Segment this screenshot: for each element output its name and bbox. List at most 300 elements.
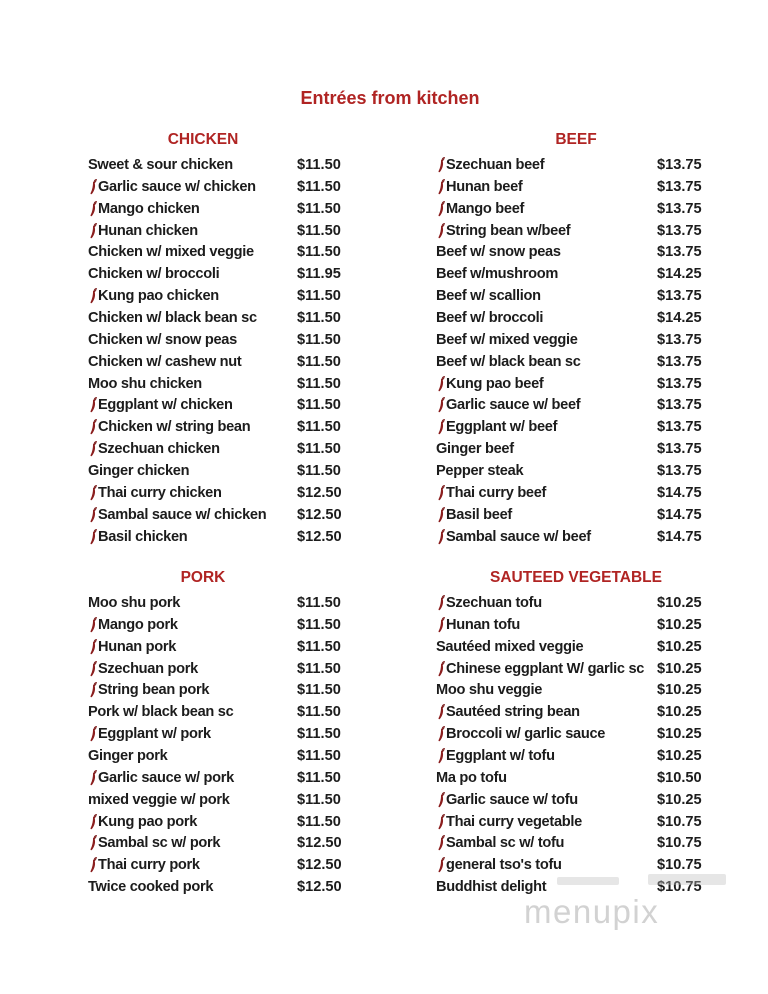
item-price: $13.75 (657, 200, 702, 217)
item-price: $12.50 (297, 484, 342, 501)
item-price: $14.25 (657, 266, 702, 283)
item-label: Szechuan tofu (446, 594, 542, 611)
menu-item-row (436, 745, 716, 767)
item-price: $13.75 (657, 353, 702, 370)
chili-pepper-icon (436, 814, 445, 830)
item-price: $11.50 (297, 156, 341, 173)
menu-item-row (436, 285, 716, 307)
item-name (88, 310, 297, 326)
item-label: Chicken w/ black bean sc (88, 309, 257, 326)
chili-pepper-icon (88, 419, 97, 435)
item-price: $11.50 (297, 682, 341, 699)
item-label: Mango chicken (98, 200, 200, 217)
chili-pepper-icon (436, 179, 445, 195)
item-price: $10.75 (657, 857, 702, 874)
item-name (436, 857, 657, 873)
chili-pepper-icon (88, 529, 97, 545)
item-label: Ginger beef (436, 441, 514, 458)
item-label: Mango beef (446, 200, 525, 217)
item-label: Moo shu chicken (88, 375, 202, 392)
item-label: Twice cooked pork (88, 879, 214, 896)
item-price: $10.25 (657, 682, 702, 699)
chili-pepper-icon (436, 397, 445, 413)
item-price: $13.75 (657, 288, 702, 305)
item-price: $13.75 (657, 178, 702, 195)
section-list (436, 592, 716, 898)
item-price: $12.50 (297, 528, 342, 545)
item-name (88, 682, 297, 698)
item-price: $11.50 (297, 353, 341, 370)
item-label: Beef w/mushroom (436, 266, 558, 283)
chili-pepper-icon (88, 617, 97, 633)
item-price: $10.25 (657, 791, 702, 808)
item-label: Eggplant w/ beef (446, 419, 558, 436)
item-name (88, 639, 297, 655)
chili-pepper-icon (436, 485, 445, 501)
item-price: $14.25 (657, 309, 702, 326)
item-name (88, 595, 297, 611)
item-name (88, 529, 297, 545)
item-name (88, 354, 297, 370)
item-label: Hunan chicken (98, 222, 198, 239)
item-name (88, 704, 297, 720)
item-name (88, 617, 297, 633)
item-label: Thai curry pork (98, 857, 200, 874)
item-price: $13.75 (657, 331, 702, 348)
item-price: $11.95 (297, 266, 341, 283)
item-price: $10.25 (657, 704, 702, 721)
item-label: Garlic sauce w/ beef (446, 397, 581, 414)
menu-item-row (88, 220, 343, 242)
item-price: $12.50 (297, 835, 342, 852)
item-label: String bean pork (98, 682, 210, 699)
menu-item-row (436, 351, 716, 373)
item-price: $14.75 (657, 528, 702, 545)
chili-pepper-icon (88, 835, 97, 851)
item-name (436, 507, 657, 523)
item-label: Pork w/ black bean sc (88, 704, 234, 721)
chili-pepper-icon (88, 485, 97, 501)
menu-item-row (88, 504, 343, 526)
item-price: $11.50 (297, 791, 341, 808)
item-label: Hunan beef (446, 178, 523, 195)
item-label: Chinese eggplant W/ garlic sc (446, 660, 645, 677)
menu-item-row (436, 220, 716, 242)
menu-item-row (436, 329, 716, 351)
item-label: Kung pao chicken (98, 288, 219, 305)
item-price: $12.50 (297, 506, 342, 523)
item-name (436, 179, 657, 195)
menu-item-row (436, 176, 716, 198)
item-name (436, 397, 657, 413)
menu-item-row (88, 789, 343, 811)
item-price: $11.50 (297, 704, 341, 721)
item-name (436, 726, 657, 742)
section-list (88, 154, 343, 547)
item-label: Ma po tofu (436, 769, 507, 786)
menu-item-row (88, 373, 343, 395)
item-label: Moo shu pork (88, 594, 181, 611)
item-label: Chicken w/ string bean (98, 419, 251, 436)
item-price: $11.50 (297, 222, 341, 239)
menu-item-row (88, 811, 343, 833)
menu-item-row (88, 154, 343, 176)
chili-pepper-icon (88, 179, 97, 195)
item-price: $12.50 (297, 879, 342, 896)
page-title: Entrées from kitchen (300, 88, 480, 108)
chili-pepper-icon (436, 507, 445, 523)
watermark-artifact (557, 877, 619, 885)
item-name (436, 529, 657, 545)
item-price: $12.50 (297, 857, 342, 874)
menu-item-row (88, 701, 343, 723)
item-name (436, 310, 657, 326)
chili-pepper-icon (88, 288, 97, 304)
chili-pepper-icon (436, 704, 445, 720)
item-price: $11.50 (297, 616, 341, 633)
item-label: Eggplant w/ tofu (446, 747, 555, 764)
menu-item-row (436, 526, 716, 548)
chili-pepper-icon (436, 617, 445, 633)
item-name (436, 682, 657, 698)
item-price: $11.50 (297, 769, 341, 786)
item-label: Ginger chicken (88, 462, 190, 479)
menu-item-row (88, 876, 343, 898)
item-name (88, 419, 297, 435)
item-name (436, 332, 657, 348)
menu-item-row (436, 592, 716, 614)
item-name (88, 244, 297, 260)
chili-pepper-icon (436, 157, 445, 173)
chili-pepper-icon (88, 397, 97, 413)
menu-item-row (436, 307, 716, 329)
item-price: $13.75 (657, 441, 702, 458)
item-name (88, 463, 297, 479)
item-label: Szechuan beef (446, 156, 545, 173)
menu-item-row (436, 263, 716, 285)
menu-item-row (88, 658, 343, 680)
item-name (436, 792, 657, 808)
menu-item-row (436, 614, 716, 636)
item-price: $10.25 (657, 616, 702, 633)
item-label: Chicken w/ snow peas (88, 331, 237, 348)
menu-item-row (436, 767, 716, 789)
item-name (88, 857, 297, 873)
item-label: Thai curry beef (446, 484, 547, 501)
item-price: $10.25 (657, 638, 702, 655)
item-price: $11.50 (297, 419, 341, 436)
item-price: $11.50 (297, 726, 341, 743)
chili-pepper-icon (436, 419, 445, 435)
menu-item-row (88, 832, 343, 854)
item-name (436, 463, 657, 479)
menu-item-row (436, 482, 716, 504)
chili-pepper-icon (88, 441, 97, 457)
item-name (436, 485, 657, 501)
item-label: Garlic sauce w/ pork (98, 769, 234, 786)
menu-item-row (436, 373, 716, 395)
item-name (88, 266, 297, 282)
menu-item-row (436, 811, 716, 833)
menu-item-row (88, 198, 343, 220)
chili-pepper-icon (88, 639, 97, 655)
item-price: $11.50 (297, 309, 341, 326)
item-name (88, 748, 297, 764)
menu-item-row (88, 526, 343, 548)
item-label: Eggplant w/ pork (98, 726, 211, 743)
item-label: Mango pork (98, 616, 178, 633)
item-price: $13.75 (657, 462, 702, 479)
menu-item-row (436, 198, 716, 220)
item-price: $10.50 (657, 769, 702, 786)
chili-pepper-icon (436, 748, 445, 764)
item-label: general tso's tofu (446, 857, 562, 874)
menu-item-row (88, 176, 343, 198)
chili-pepper-icon (88, 507, 97, 523)
item-price: $13.75 (657, 375, 702, 392)
item-name (88, 332, 297, 348)
item-price: $11.50 (297, 375, 341, 392)
chili-pepper-icon (88, 814, 97, 830)
menu-item-row (88, 854, 343, 876)
chili-pepper-icon (436, 201, 445, 217)
item-name (88, 770, 297, 786)
chili-pepper-icon (436, 223, 445, 239)
menu-item-row (88, 394, 343, 416)
section-sauteed-vegetable (436, 568, 716, 898)
item-price: $11.50 (297, 813, 341, 830)
item-name (436, 266, 657, 282)
item-label: Beef w/ black bean sc (436, 353, 581, 370)
menu-item-row (436, 854, 716, 876)
chili-pepper-icon (88, 770, 97, 786)
chili-pepper-icon (88, 661, 97, 677)
item-price: $11.50 (297, 594, 341, 611)
chili-pepper-icon (88, 223, 97, 239)
chili-pepper-icon (88, 726, 97, 742)
item-label: Sambal sauce w/ chicken (98, 506, 267, 523)
item-name (436, 419, 657, 435)
item-label: Sautéed mixed veggie (436, 638, 584, 655)
item-label: Pepper steak (436, 462, 524, 479)
menu-item-row (88, 438, 343, 460)
item-label: Szechuan chicken (98, 441, 220, 458)
item-name (88, 376, 297, 392)
menu-item-row (88, 482, 343, 504)
item-name (436, 704, 657, 720)
item-name (88, 726, 297, 742)
item-label: Sweet & sour chicken (88, 156, 233, 173)
item-name (436, 441, 657, 457)
item-label: Chicken w/ cashew nut (88, 353, 242, 370)
item-label: mixed veggie w/ pork (88, 791, 230, 808)
item-name (436, 748, 657, 764)
item-price: $10.75 (657, 879, 702, 896)
chili-pepper-icon (88, 682, 97, 698)
menu-item-row (436, 460, 716, 482)
chili-pepper-icon (436, 857, 445, 873)
item-price: $11.50 (297, 660, 341, 677)
item-name (88, 201, 297, 217)
item-price: $10.75 (657, 813, 702, 830)
menu-item-row (88, 285, 343, 307)
menu-item-row (88, 745, 343, 767)
menu-item-row (88, 416, 343, 438)
item-name (88, 792, 297, 808)
item-label: Kung pao beef (446, 375, 544, 392)
item-label: Basil chicken (98, 528, 188, 545)
item-label: Buddhist delight (436, 879, 547, 896)
item-label: Broccoli w/ garlic sauce (446, 726, 606, 743)
menu-item-row (88, 263, 343, 285)
item-name (88, 507, 297, 523)
menu-item-row (436, 394, 716, 416)
menu-item-row (88, 636, 343, 658)
chili-pepper-icon (436, 595, 445, 611)
item-price: $13.75 (657, 419, 702, 436)
menu-item-row (88, 592, 343, 614)
menu-item-row (88, 767, 343, 789)
item-name (88, 485, 297, 501)
menu-item-row (436, 789, 716, 811)
menu-item-row (88, 460, 343, 482)
menu-item-row (436, 241, 716, 263)
menu-item-row (88, 307, 343, 329)
menu-item-row (88, 241, 343, 263)
item-label: Eggplant w/ chicken (98, 397, 233, 414)
chili-pepper-icon (436, 726, 445, 742)
item-price: $11.50 (297, 331, 341, 348)
menu-item-row (436, 154, 716, 176)
menu-item-row (436, 723, 716, 745)
item-name (436, 661, 657, 677)
item-label: String bean w/beef (446, 222, 571, 239)
item-name (88, 397, 297, 413)
item-price: $11.50 (297, 244, 341, 261)
item-label: Moo shu veggie (436, 682, 543, 699)
item-label: Sambal sauce w/ beef (446, 528, 591, 545)
menu-item-row (436, 832, 716, 854)
section-heading: BEEF (555, 131, 597, 148)
item-label: Beef w/ scallion (436, 288, 541, 305)
menu-item-row (88, 679, 343, 701)
menu-item-row (436, 679, 716, 701)
item-name (436, 244, 657, 260)
item-name (436, 288, 657, 304)
item-label: Beef w/ snow peas (436, 244, 561, 261)
item-price: $10.25 (657, 594, 702, 611)
item-name (88, 179, 297, 195)
item-label: Thai curry chicken (98, 484, 222, 501)
menu-item-row (436, 658, 716, 680)
item-name (436, 223, 657, 239)
item-price: $11.50 (297, 288, 341, 305)
chili-pepper-icon (436, 529, 445, 545)
item-price: $11.50 (297, 462, 341, 479)
section-heading: PORK (180, 569, 226, 586)
item-name (88, 223, 297, 239)
menu-item-row (436, 504, 716, 526)
item-price: $11.50 (297, 397, 341, 414)
item-price: $11.50 (297, 200, 341, 217)
item-price: $14.75 (657, 506, 702, 523)
item-label: Sambal sc w/ tofu (446, 835, 565, 852)
item-name (436, 835, 657, 851)
item-name (436, 639, 657, 655)
item-label: Thai curry vegetable (446, 813, 582, 830)
item-price: $13.75 (657, 222, 702, 239)
item-price: $10.25 (657, 747, 702, 764)
item-label: Beef w/ broccoli (436, 309, 544, 326)
section-list (436, 154, 716, 547)
item-price: $14.75 (657, 484, 702, 501)
item-name (88, 441, 297, 457)
chili-pepper-icon (88, 857, 97, 873)
section-heading: SAUTEED VEGETABLE (490, 569, 662, 586)
item-price: $10.25 (657, 726, 702, 743)
item-name (436, 770, 657, 786)
menu-item-row (436, 701, 716, 723)
item-label: Beef w/ mixed veggie (436, 331, 578, 348)
item-label: Hunan pork (98, 638, 177, 655)
section-chicken (88, 130, 343, 547)
item-label: Kung pao pork (98, 813, 198, 830)
item-label: Garlic sauce w/ tofu (446, 791, 578, 808)
item-label: Szechuan pork (98, 660, 198, 677)
chili-pepper-icon (436, 792, 445, 808)
menu-item-row (88, 351, 343, 373)
item-name (88, 661, 297, 677)
item-name (436, 595, 657, 611)
item-label: Chicken w/ mixed veggie (88, 244, 254, 261)
item-label: Garlic sauce w/ chicken (98, 178, 256, 195)
item-name (436, 617, 657, 633)
menu-item-row (88, 723, 343, 745)
item-name (436, 376, 657, 392)
section-beef (436, 130, 716, 547)
menu-item-row (436, 636, 716, 658)
menu-item-row (436, 438, 716, 460)
item-name (436, 814, 657, 830)
item-name (88, 157, 297, 173)
item-name (436, 157, 657, 173)
menu-item-row (436, 416, 716, 438)
watermark-artifact (648, 874, 726, 885)
chili-pepper-icon (436, 835, 445, 851)
item-price: $11.50 (297, 178, 341, 195)
section-heading: CHICKEN (167, 131, 239, 148)
item-price: $13.75 (657, 156, 702, 173)
item-label: Sautéed string bean (446, 704, 580, 721)
item-label: Ginger pork (88, 747, 168, 764)
item-label: Hunan tofu (446, 616, 521, 633)
chili-pepper-icon (88, 201, 97, 217)
item-price: $13.75 (657, 244, 702, 261)
menu-item-row (88, 614, 343, 636)
item-price: $10.25 (657, 660, 702, 677)
item-name (88, 835, 297, 851)
chili-pepper-icon (436, 661, 445, 677)
item-label: Basil beef (446, 506, 512, 523)
item-price: $11.50 (297, 747, 341, 764)
section-pork (88, 568, 343, 898)
item-price: $10.75 (657, 835, 702, 852)
section-list (88, 592, 343, 898)
chili-pepper-icon (436, 376, 445, 392)
item-label: Sambal sc w/ pork (98, 835, 221, 852)
item-name (88, 814, 297, 830)
item-name (436, 354, 657, 370)
